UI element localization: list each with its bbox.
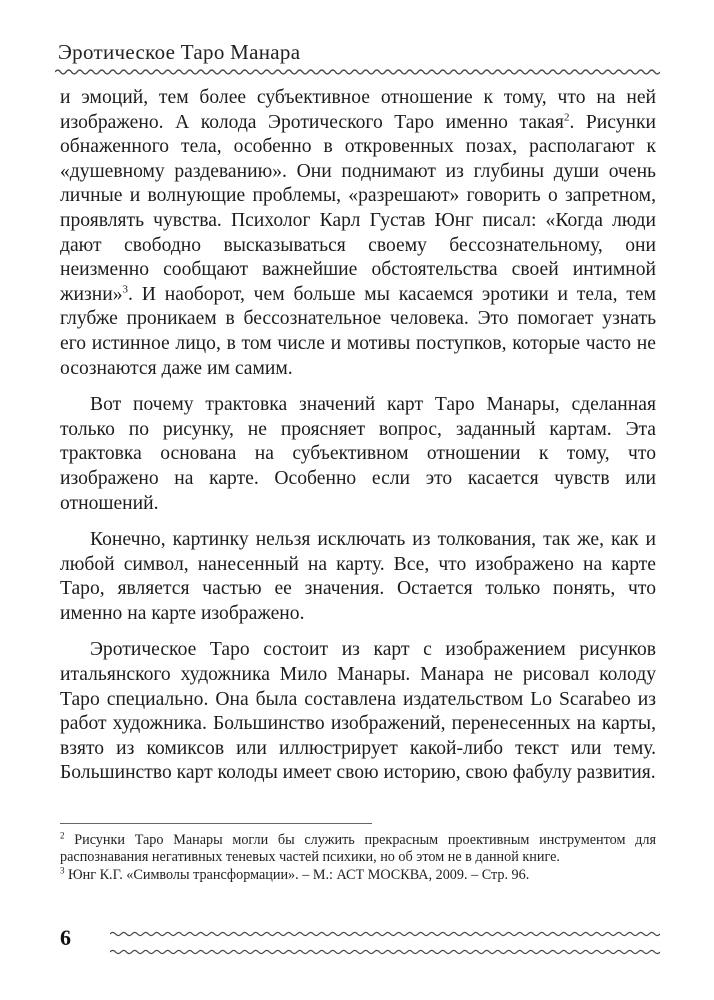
page-number: 6 [60, 925, 71, 950]
footer-wave-rule-1 [110, 929, 660, 939]
footnotes [60, 832, 656, 884]
paragraph-3: Конечно, картинку нельзя исключать из толкования, так же, как и любой символ, нанесенный на карту. Все, что изображено на карте Таро, является частью ее значения. Остается только понять, что именно на карте изображено. [60, 529, 656, 624]
header-wave-rule [55, 66, 660, 78]
footnote-3 [60, 867, 656, 884]
paragraph-4: Эротическое Таро состоит из карт с изображением рисунков итальянского художника Мило Манары. Манара не рисовал колоду Таро специально. Она была составлена издательством Lo Scarabeo из работ художника. Большинство изображений, перенесенных на карты, взято из комиксов или иллюстрирует какой-либо текст или тему. Большинство карт колоды имеет свою историю, свою фабулу развития. [60, 639, 656, 784]
footnote-mark: 2 [60, 830, 65, 841]
footer-wave-rule-2 [110, 947, 660, 957]
paragraph-1-part-3: . И наоборот, чем больше мы касаемся эротики и тела, тем глубже проникаем в бессознательное человека. Это помогает узнать его истинное лицо, в том числе и мотивы поступков, которые часто не осознаются даже им самим. [60, 283, 656, 379]
footnote-2 [60, 832, 656, 867]
paragraph-1-part-1: и эмоций, тем более субъективное отношение к тому, что на ней изображено. А колода Эротического Таро именно такая [60, 87, 656, 133]
footnote-text: Юнг К.Г. «Символы трансформации». – М.: АСТ МОСКВА, 2009. – Стр. 96. [64, 866, 530, 883]
footnote-separator [60, 823, 372, 824]
footnote-ref-2[interactable]: 2 [563, 111, 570, 124]
running-title: Эротическое Таро Манара [58, 40, 301, 64]
footnote-mark: 3 [60, 865, 65, 876]
paragraph-1-part-2: . Рисунки обнаженного тела, особенно в откровенных позах, располагают к «душевному раздеванию». Они поднимают из глубины души очень личные и волнующие проблемы, «разрешают» говорить о запретном, проявлять чувства. Психолог Карл Густав Юнг писал: «Когда люди дают свободно высказываться своему бессознательному, они неизменно сообщают важнейшие обстоятельства своей интимной жизни» [60, 111, 657, 305]
footnote-ref-3[interactable]: 3 [122, 283, 129, 296]
footnote-text: Рисунки Таро Манары могли бы служить прекрасным проективным инструментом для распознавания негативных теневых частей психики, но об этом не в данной книге. [60, 832, 656, 866]
body-text [60, 86, 656, 786]
paragraph-1 [60, 86, 656, 381]
paragraph-2: Вот почему трактовка значений карт Таро Манары, сделанная только по рисунку, не проясняет вопрос, заданный картам. Эта трактовка основана на субъективном отношении к тому, что изображено на карте. Особенно если это касается чувств или отношений. [60, 394, 656, 514]
